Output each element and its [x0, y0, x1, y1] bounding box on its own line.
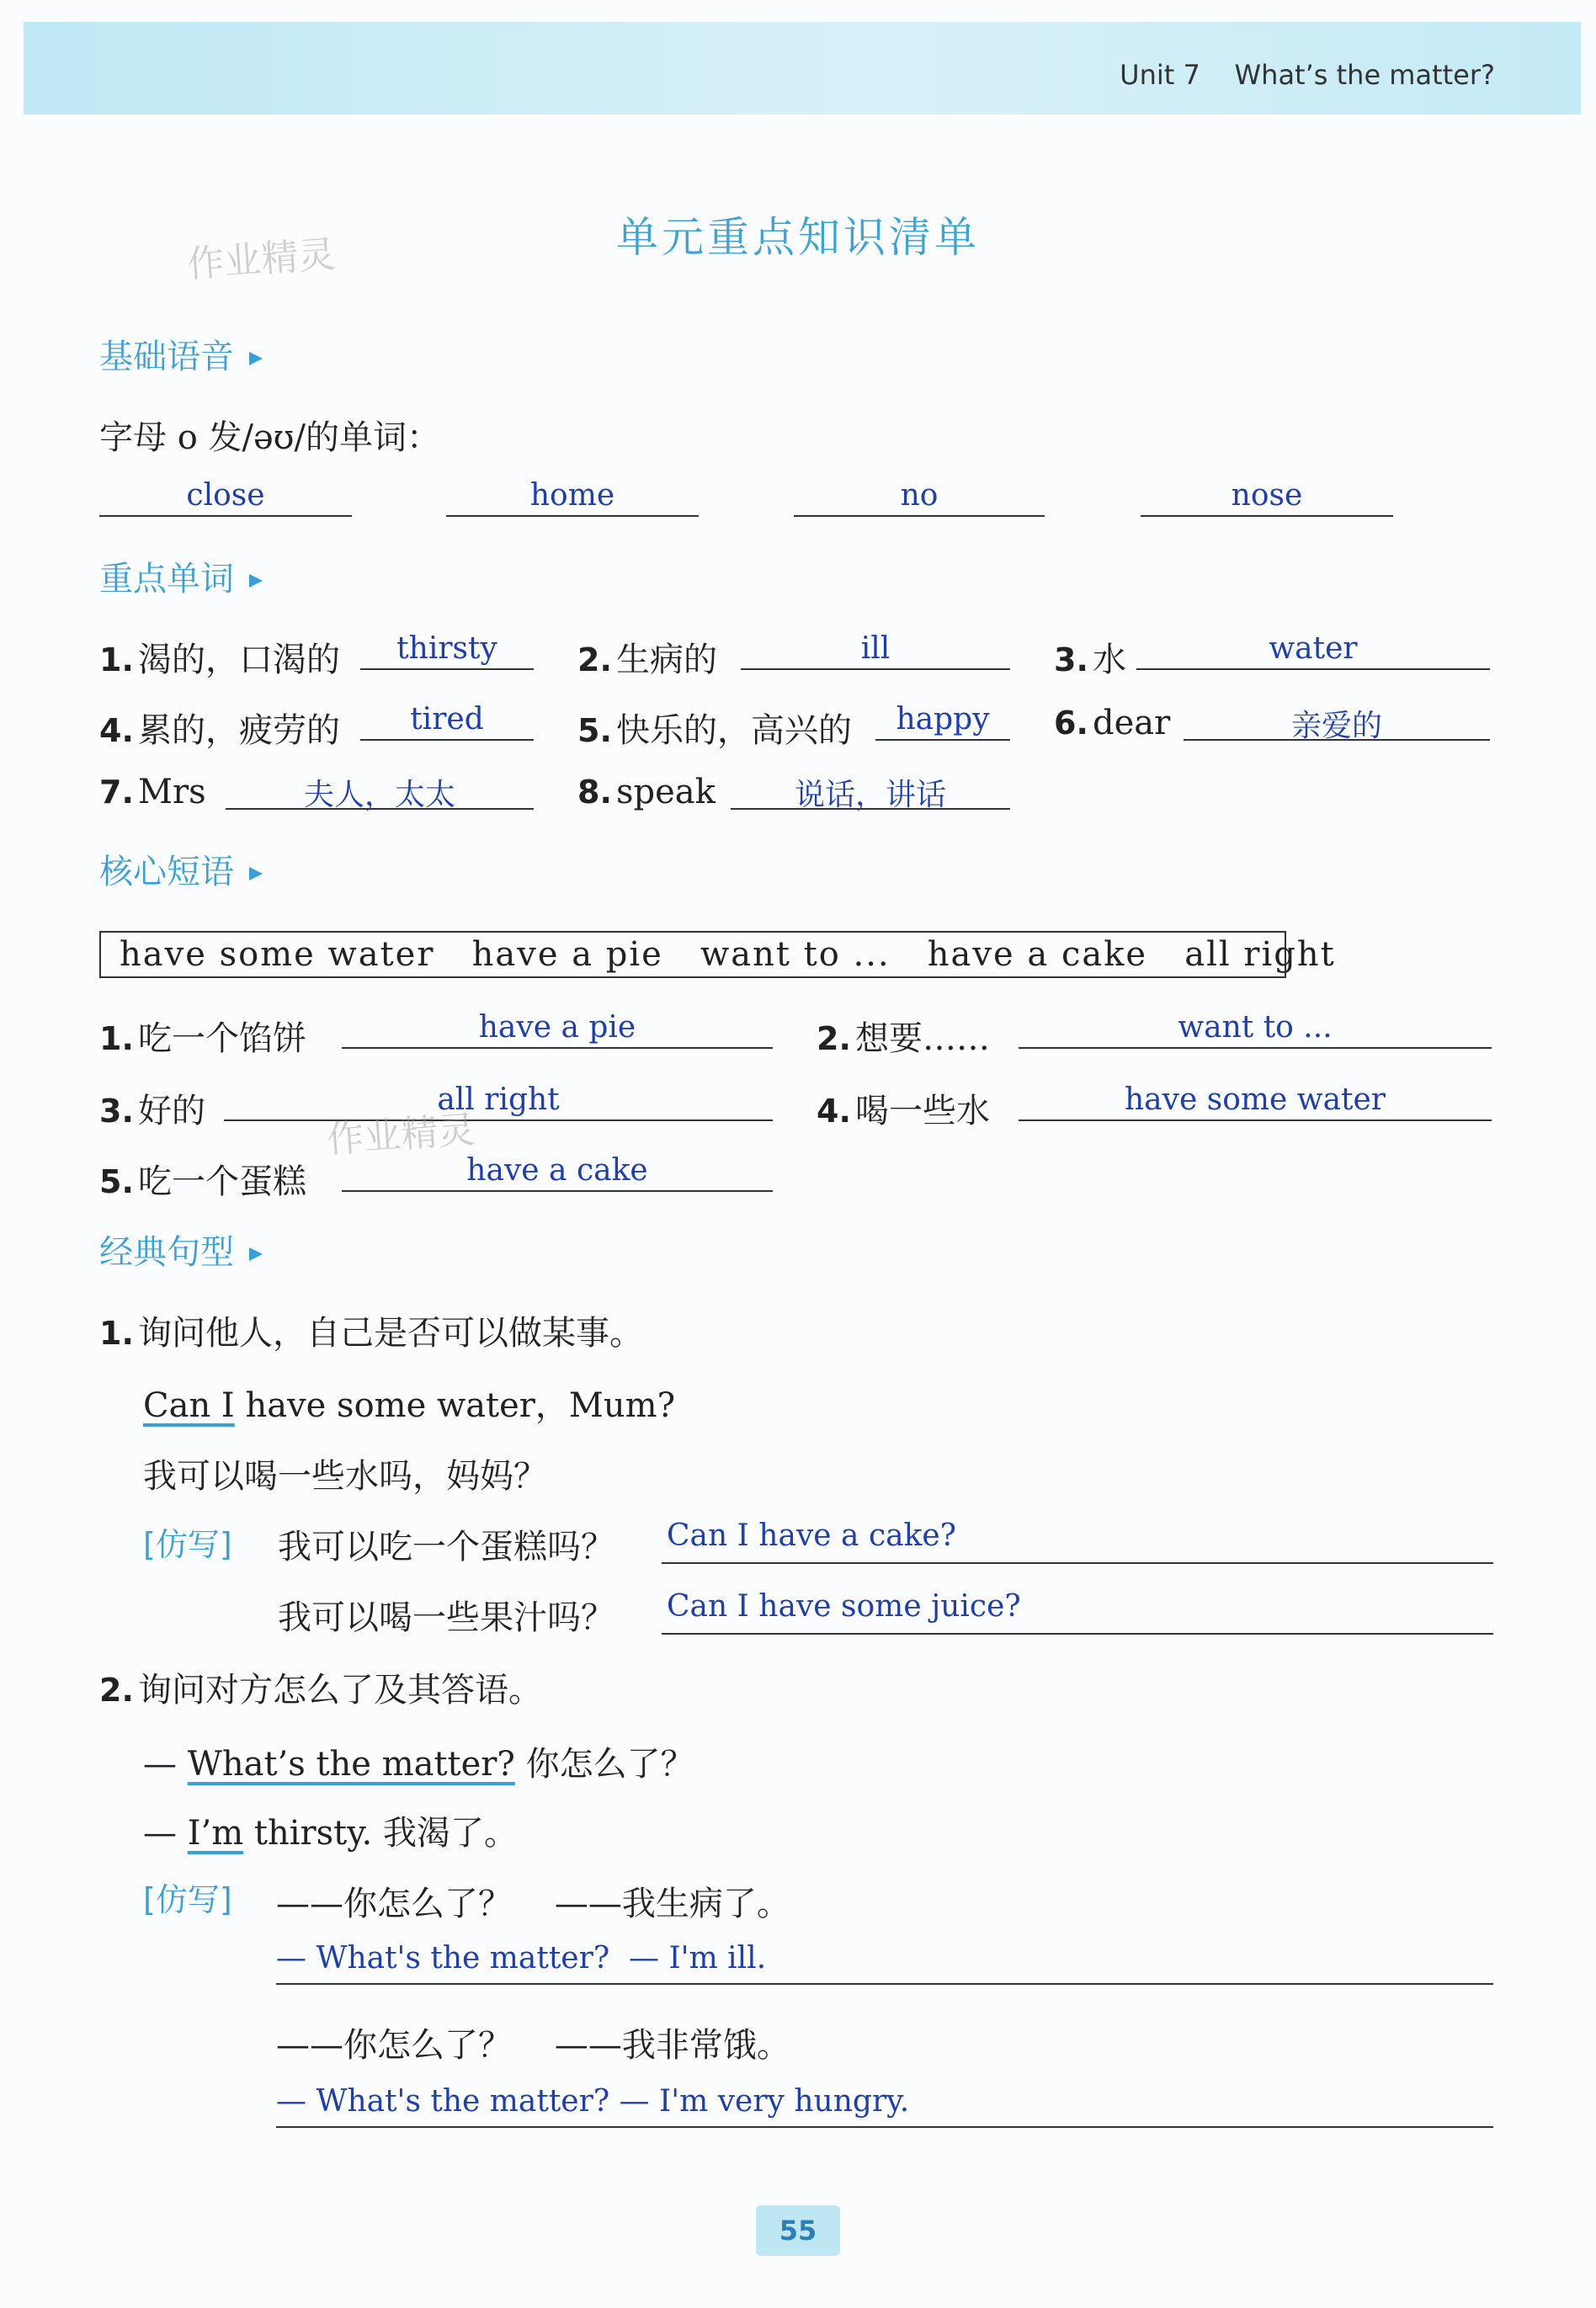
page-number: 55 — [756, 2205, 840, 2256]
phonics-answer-3: no — [794, 478, 1045, 517]
watermark-2: 作业精灵 — [325, 1108, 476, 1162]
phrase-answer-5: have a cake — [342, 1153, 773, 1192]
sentence-2-a1-line: — What's the matter? — I'm ill. — [276, 1936, 1493, 1985]
unit-header: Unit 7 What’s the matter? — [1120, 59, 1495, 91]
word-item-1: 1. 渴的，口渴的 — [99, 641, 340, 679]
word-answer-3: water — [1136, 631, 1490, 670]
watermark: 作业精灵 — [185, 232, 337, 287]
word-item-5: 5. 快乐的，高兴的 — [577, 711, 852, 750]
word-item-3: 3. 水 — [1054, 641, 1126, 679]
page-title: 单元重点知识清单 — [616, 213, 980, 262]
phrase-item-3: 3. 好的 — [99, 1092, 205, 1130]
sentence-1-a1-line: Can I have a cake? — [662, 1515, 1493, 1564]
fangxie-label-2: [仿写] — [143, 1881, 232, 1918]
sentence-1-example-en: Can I have some water，Mum? — [143, 1386, 676, 1425]
phonics-answer-2: home — [446, 478, 699, 517]
sentence-1-title: 1. 询问他人，自己是否可以做某事。 — [99, 1314, 643, 1353]
sentence-2-a2-line: — What's the matter? — I'm very hungry. — [276, 2079, 1493, 2128]
word-item-2: 2. 生病的 — [577, 641, 717, 679]
section-sentences: 经典句型 — [99, 1226, 263, 1274]
section-phrases: 核心短语 — [99, 845, 263, 893]
word-answer-4: tired — [360, 702, 534, 741]
sentence-1-q1: 我可以吃一个蛋糕吗？ — [278, 1528, 614, 1566]
sentence-1-example-cn: 我可以喝一些水吗，妈妈？ — [143, 1457, 547, 1496]
section-words: 重点单词 — [99, 552, 263, 600]
word-item-7: 7. Mrs — [99, 773, 206, 811]
word-answer-6: 亲爱的 — [1184, 702, 1490, 741]
word-answer-2: ill — [741, 631, 1010, 670]
fangxie-label-1: [仿写] — [143, 1526, 232, 1563]
sentence-2-title: 2. 询问对方怎么了及其答语。 — [99, 1671, 542, 1710]
phrase-answer-2: want to ... — [1019, 1010, 1492, 1049]
word-answer-8: 说话，讲话 — [731, 771, 1010, 810]
sentence-1-q2: 我可以喝一些果汁吗？ — [278, 1598, 614, 1637]
word-item-6: 6. dear — [1054, 704, 1171, 742]
sentence-2-line-2: — I’m thirsty. 我渴了。 — [143, 1814, 518, 1853]
phrase-item-5: 5. 吃一个蛋糕 — [99, 1162, 306, 1201]
phonics-prompt: 字母 o 发/əʊ/的单词： — [99, 418, 440, 457]
sentence-2-q2: ——你怎么了？ ——我非常饿。 — [276, 2026, 790, 2065]
sentence-2-q1: ——你怎么了？ ——我生病了。 — [276, 1885, 790, 1923]
phrase-answer-1: have a pie — [342, 1010, 773, 1049]
word-answer-5: happy — [875, 702, 1010, 741]
section-phonics: 基础语音 — [99, 330, 263, 378]
sentence-1-a2-line: Can I have some juice? — [662, 1586, 1493, 1635]
phrase-item-4: 4. 喝一些水 — [817, 1092, 990, 1130]
phrase-answer-3: all right — [224, 1082, 773, 1121]
word-answer-1: thirsty — [360, 631, 534, 670]
word-item-8: 8. speak — [577, 773, 716, 811]
phrase-item-2: 2. 想要…… — [817, 1019, 990, 1058]
phonics-answer-4: nose — [1141, 478, 1393, 517]
phrase-box: have some water have a pie want to ... have a cake all right — [99, 931, 1286, 978]
phrase-answer-4: have some water — [1019, 1082, 1492, 1121]
phrase-item-1: 1. 吃一个馅饼 — [99, 1019, 306, 1058]
word-answer-7: 夫人，太太 — [226, 771, 534, 810]
sentence-2-line-1: — What’s the matter? 你怎么了？ — [143, 1745, 694, 1784]
phonics-answer-1: close — [99, 478, 352, 517]
word-item-4: 4. 累的，疲劳的 — [99, 711, 340, 750]
